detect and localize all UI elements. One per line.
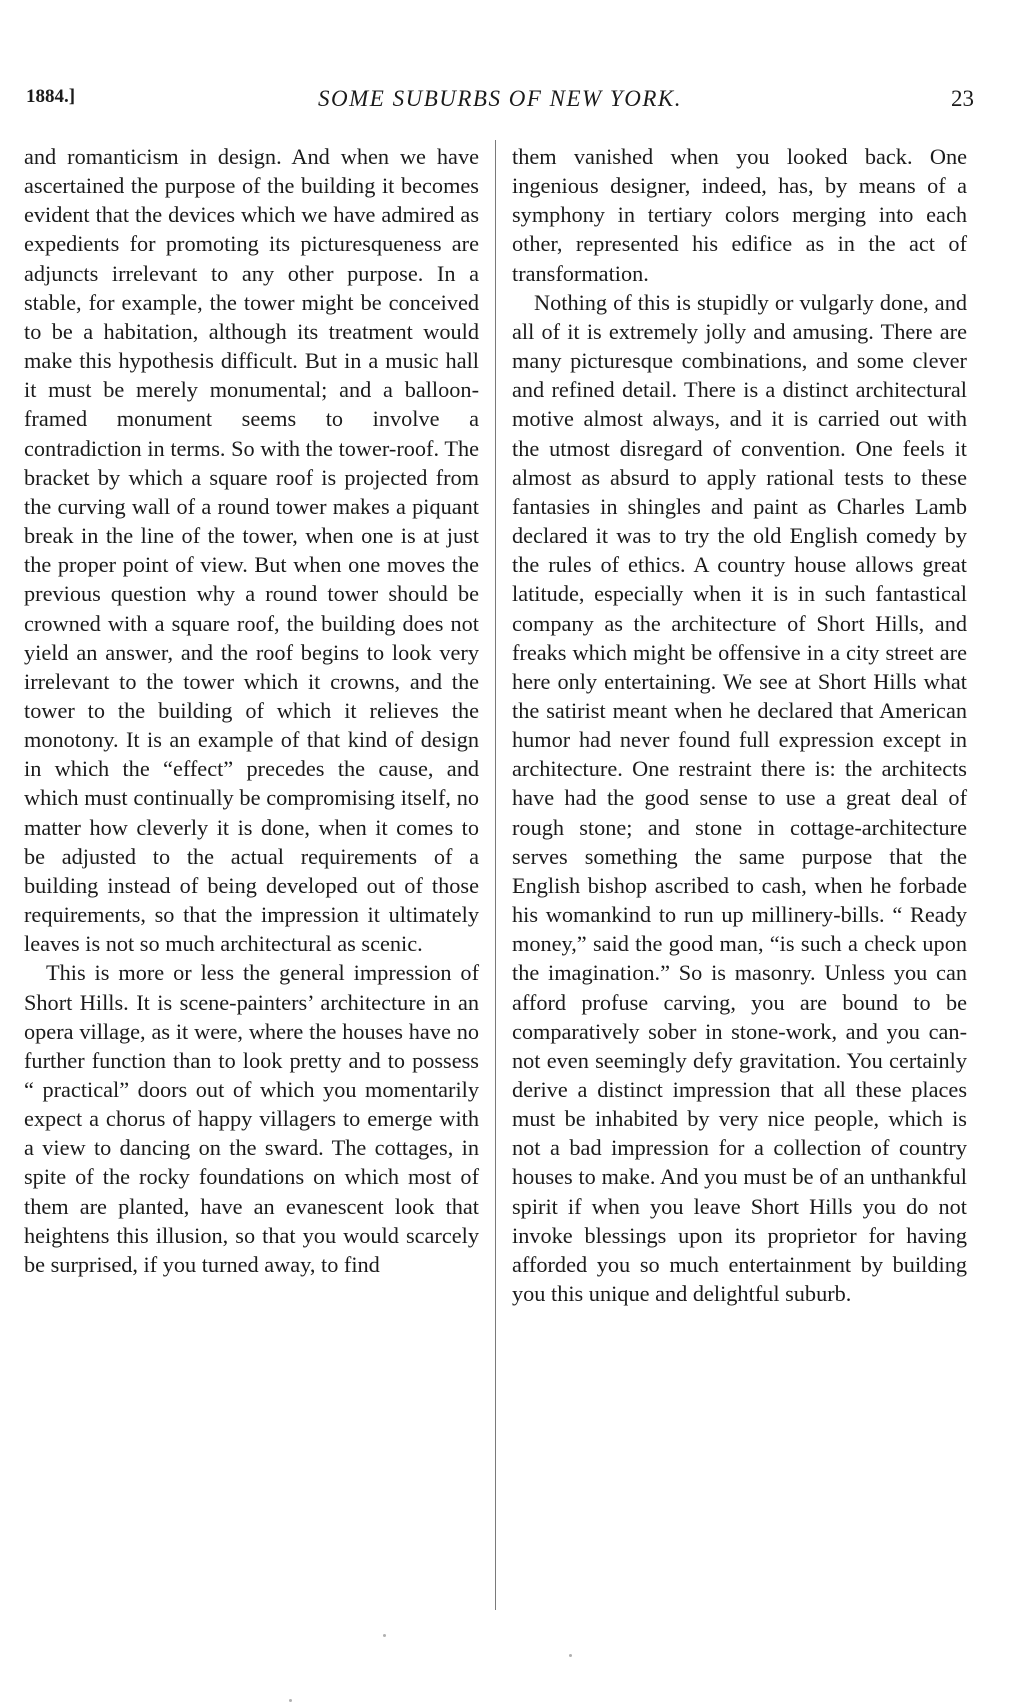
right-column xyxy=(512,142,967,1308)
left-paragraph-2: This is more or less the general impression of Short Hills. It is scene-painters’ architecture in an opera village, as it were, where the houses have no further function than to look pretty and to possess “ practical” doors out of which you momentarily expect a chorus of happy villagers to emerge with a view to dancing on the sward. The cottages, in spite of the rocky foundations on which most of them are planted, have an evanescent look that heightens this illusion, so that you would scarcely be surprised, if you turned away, to find xyxy=(24,960,479,1277)
right-paragraph-2: Nothing of this is stupidly or vulgarly done, and all of it is extremely jolly and amusing. There are many picturesque combinations, and some clever and refined detail. There is a distinct architectural motive almost always, and it is carried out with the utmost disregard of convention. One feels it almost as absurd to apply rational tests to these fantasies in shingles and paint as Charles Lamb declared it was to try the old English comedy by the rules of ethics. A country house allows great latitude, especially when it is in such fantastical company as the architecture of Short Hills, and freaks which might be offensive in a city street are here only entertaining. We see at Short Hills what the satirist meant when he declared that American humor had never found full expression except in architecture. One restraint there is: the architects have had the good sense to use a great deal of rough stone; and stone in cottage-architecture serves something the same purpose that the English bishop ascribed to cash, when he forbade his womankind to run up millinery-bills. “ Ready money,” said the good man, “is such a check upon the imagination.” So is masonry. Unless you can afford profuse carving, you are bound to be comparatively sober in stone-work, and you cannot even seemingly defy gravitation. You certainly derive a distinct impression that all these places must be inhabited by very nice people, which is not a bad impression for a collection of country houses to make. And you must be of an unthankful spirit if when you leave Short Hills you do not invoke blessings upon its proprietor for having afforded you so much entertainment by building you this unique and delightful suburb. xyxy=(512,289,967,1307)
header-year: 1884.] xyxy=(26,86,76,107)
header-page-number: 23 xyxy=(951,86,974,111)
paper-speck xyxy=(383,1634,386,1637)
running-header xyxy=(26,86,974,118)
left-column xyxy=(24,142,479,1279)
right-paragraph-1: them vanished when you looked back. One ingenious designer, indeed, has, by means of a symphony in tertiary colors merging into each other, represented his edifice as in the act of transformation. xyxy=(512,144,967,286)
paper-speck xyxy=(289,1699,292,1702)
paper-speck xyxy=(569,1654,572,1657)
header-running-title: SOME SUBURBS OF NEW YORK. xyxy=(318,86,682,111)
column-divider xyxy=(495,140,496,1610)
left-paragraph-1: and romanticism in design. And when we have ascertained the purpose of the building it becomes evident that the devices which we have admired as expedients for promoting its picturesqueness are adjuncts irrelevant to any other purpose. In a stable, for example, the tower might be conceived to be a habitation, although its treatment would make this hypothesis difficult. But in a music hall it must be merely monumental; and a balloon-framed monument seems to involve a contradiction in terms. So with the tower-roof. The bracket by which a square roof is projected from the curving wall of a round tower makes a piquant break in the line of the tower, when one is at just the proper point of view. But when one moves the previous question why a round tower should be crowned with a square roof, the building does not yield an answer, and the roof begins to look very irrelevant to the tower which it crowns, and the tower to the building of which it relieves the monotony. It is an example of that kind of design in which the “effect” precedes the cause, and which must continually be compromising itself, no matter how cleverly it is done, when it comes to be adjusted to the actual requirements of a building instead of being developed out of those requirements, so that the impression it ultimately leaves is not so much architectural as scenic. xyxy=(24,144,479,957)
